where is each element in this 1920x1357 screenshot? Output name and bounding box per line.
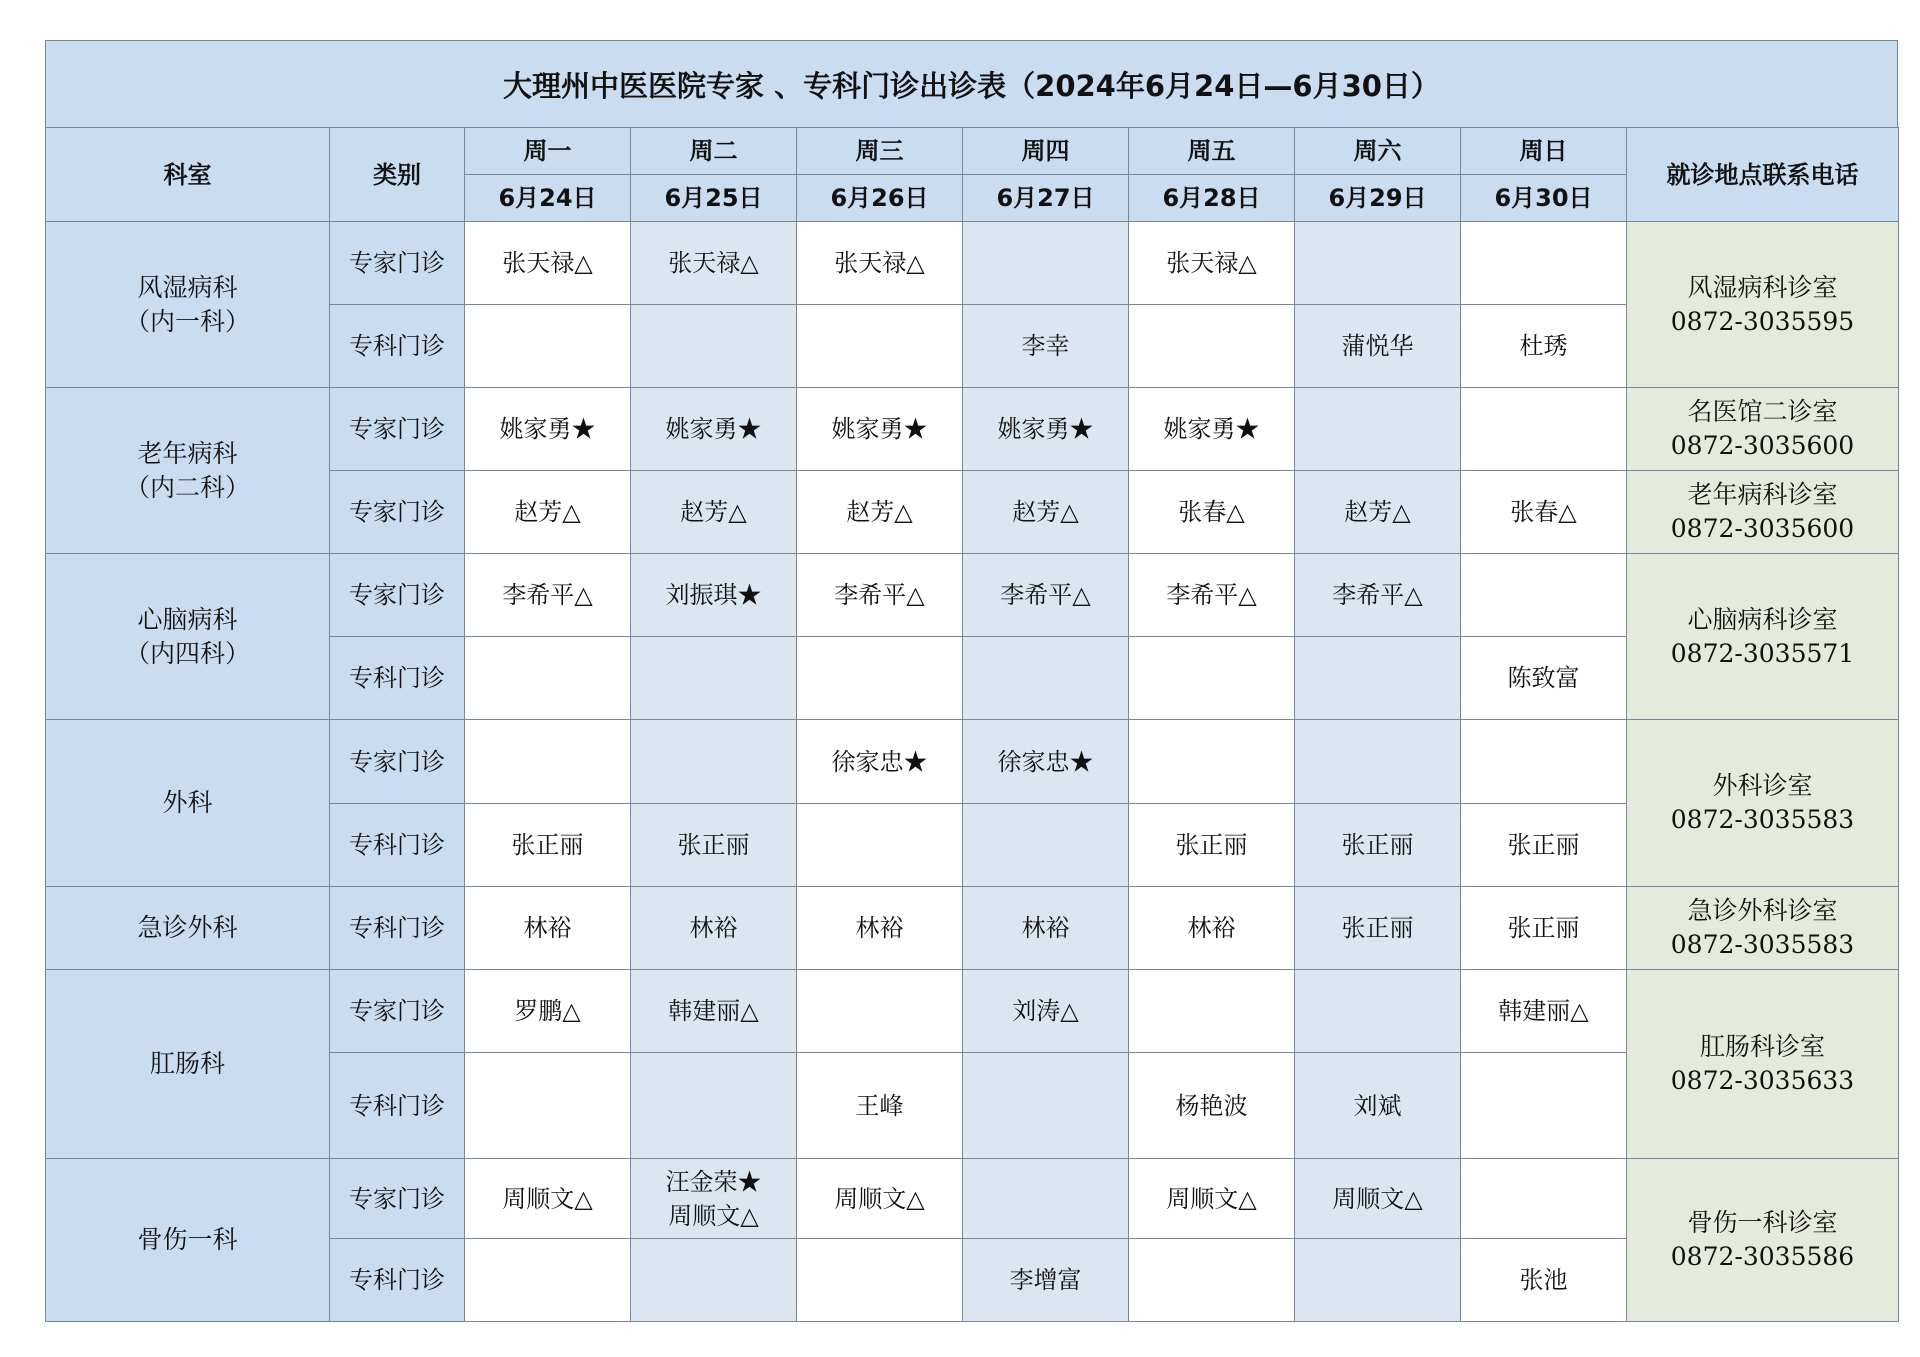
department-name: 肛肠科 (149, 1049, 225, 1078)
location-phone: 0872-3035595 (1670, 306, 1855, 336)
doctor-cell (963, 1159, 1129, 1239)
category-cell: 专科门诊 (330, 305, 465, 388)
doctor-name: 李增富 (1009, 1266, 1082, 1294)
doctor-name: 张天禄△ (502, 249, 593, 277)
doctor-name: 周顺文△ (834, 1184, 925, 1213)
schedule-sheet (45, 40, 1898, 1322)
department-name: （内二科） (124, 472, 250, 502)
doctor-name: 姚家勇★ (997, 415, 1094, 443)
doctor-name: 刘涛△ (1012, 997, 1079, 1025)
doctor-cell (465, 471, 631, 554)
doctor-name: 陈致富 (1507, 664, 1580, 692)
location-phone: 0872-3035583 (1670, 930, 1855, 959)
doctor-cell (797, 388, 963, 471)
location-cell (1627, 554, 1899, 720)
doctor-cell (1295, 1053, 1461, 1159)
doctor-cell (1129, 554, 1295, 637)
doctor-name: 张池 (1519, 1266, 1568, 1294)
doctor-cell (1295, 1159, 1461, 1239)
doctor-name: 李希平△ (1000, 581, 1091, 609)
doctor-cell (1461, 720, 1627, 804)
doctor-cell (1129, 720, 1295, 804)
doctor-cell (631, 1053, 797, 1159)
doctor-cell (963, 720, 1129, 804)
category-cell: 专科门诊 (330, 637, 465, 720)
doctor-cell (797, 720, 963, 804)
location-place: 心脑病科诊室 (1687, 604, 1838, 634)
doctor-cell (1461, 554, 1627, 637)
doctor-cell (465, 970, 631, 1053)
doctor-name: 赵芳△ (1344, 498, 1411, 526)
category-cell: 专家门诊 (330, 720, 465, 804)
doctor-name: 林裕 (1021, 914, 1070, 942)
doctor-cell (631, 222, 797, 305)
doctor-name: 张正丽 (1341, 914, 1414, 942)
category-cell: 专家门诊 (330, 222, 465, 305)
doctor-cell (963, 1239, 1129, 1322)
schedule-row (46, 222, 1899, 305)
location-phone: 0872-3035583 (1670, 805, 1855, 834)
doctor-cell (797, 554, 963, 637)
doctor-cell (1295, 970, 1461, 1053)
doctor-cell (631, 388, 797, 471)
doctor-cell (465, 720, 631, 804)
doctor-cell (1129, 1053, 1295, 1159)
doctor-name: 汪金荣★ (665, 1167, 762, 1196)
doctor-cell (797, 970, 963, 1053)
doctor-cell (1295, 1239, 1461, 1322)
doctor-cell (963, 222, 1129, 305)
doctor-cell (797, 471, 963, 554)
doctor-cell (1129, 637, 1295, 720)
department-name: 骨伤一科 (137, 1225, 238, 1254)
doctor-cell (1461, 471, 1627, 554)
table-title: 大理州中医医院专家 、专科门诊出诊表（2024年6月24日—6月30日） (45, 40, 1898, 127)
doctor-cell (797, 1239, 963, 1322)
header-category: 类别 (330, 128, 465, 222)
schedule-row (46, 970, 1899, 1053)
category-cell: 专家门诊 (330, 970, 465, 1053)
doctor-name: 赵芳△ (514, 498, 581, 526)
department-cell (46, 554, 330, 720)
doctor-name: 张正丽 (677, 831, 750, 859)
doctor-cell (1461, 1239, 1627, 1322)
department-name: （内一科） (124, 306, 250, 336)
doctor-cell (465, 804, 631, 887)
location-cell (1627, 720, 1899, 887)
location-cell (1627, 970, 1899, 1159)
doctor-cell (465, 637, 631, 720)
doctor-cell (797, 1159, 963, 1239)
doctor-cell (465, 1159, 631, 1239)
doctor-cell (797, 804, 963, 887)
doctor-cell (1295, 305, 1461, 388)
doctor-name: 徐家忠★ (831, 747, 928, 776)
location-place: 风湿病科诊室 (1687, 272, 1838, 302)
schedule-row (46, 720, 1899, 804)
doctor-cell (465, 554, 631, 637)
doctor-name: 张正丽 (1507, 914, 1580, 942)
location-place: 老年病科诊室 (1687, 480, 1838, 509)
doctor-name: 周顺文△ (502, 1184, 593, 1213)
header-weekday: 周四 (963, 128, 1129, 175)
department-cell (46, 887, 330, 970)
location-place: 外科诊室 (1712, 771, 1813, 800)
doctor-name: 张春△ (1510, 498, 1577, 526)
schedule-row (46, 887, 1899, 970)
location-cell (1627, 887, 1899, 970)
doctor-name: 林裕 (855, 914, 904, 942)
doctor-cell (1461, 305, 1627, 388)
doctor-cell (1129, 970, 1295, 1053)
doctor-cell (797, 887, 963, 970)
doctor-name: 周顺文△ (1166, 1184, 1257, 1213)
department-name: （内四科） (124, 638, 250, 668)
doctor-cell (1129, 1159, 1295, 1239)
doctor-cell (1461, 1159, 1627, 1239)
doctor-name: 周顺文△ (1332, 1184, 1423, 1213)
doctor-name: 张正丽 (511, 831, 584, 859)
category-cell: 专科门诊 (330, 804, 465, 887)
doctor-cell (963, 554, 1129, 637)
doctor-name: 姚家勇★ (1163, 415, 1260, 443)
location-phone: 0872-3035600 (1670, 431, 1855, 460)
doctor-cell (465, 305, 631, 388)
category-cell: 专家门诊 (330, 554, 465, 637)
department-name: 老年病科 (137, 438, 238, 468)
department-name: 心脑病科 (137, 604, 238, 634)
doctor-cell (1461, 887, 1627, 970)
header-weekday: 周二 (631, 128, 797, 175)
department-cell (46, 970, 330, 1159)
doctor-cell (963, 804, 1129, 887)
location-cell (1627, 471, 1899, 554)
header-weekday: 周五 (1129, 128, 1295, 175)
department-cell (46, 388, 330, 554)
location-place: 骨伤一科诊室 (1687, 1208, 1838, 1237)
doctor-name: 张天禄△ (668, 249, 759, 277)
doctor-name: 周顺文△ (668, 1201, 759, 1230)
doctor-cell (631, 1159, 797, 1239)
department-name: 外科 (162, 788, 213, 817)
doctor-name: 徐家忠★ (997, 747, 1094, 776)
location-phone: 0872-3035600 (1670, 514, 1855, 543)
doctor-cell (1295, 887, 1461, 970)
doctor-name: 张正丽 (1341, 831, 1414, 859)
doctor-name: 杜琇 (1519, 332, 1568, 360)
location-place: 名医馆二诊室 (1687, 397, 1838, 426)
doctor-cell (963, 305, 1129, 388)
department-name: 风湿病科 (137, 272, 238, 302)
department-cell (46, 1159, 330, 1322)
location-cell (1627, 222, 1899, 388)
doctor-name: 张天禄△ (1166, 249, 1257, 277)
category-cell: 专科门诊 (330, 1239, 465, 1322)
doctor-cell (1129, 222, 1295, 305)
doctor-cell (797, 1053, 963, 1159)
doctor-cell (1461, 804, 1627, 887)
doctor-name: 赵芳△ (846, 498, 913, 526)
doctor-name: 姚家勇★ (831, 415, 928, 443)
doctor-cell (963, 887, 1129, 970)
schedule-table (45, 127, 1899, 1322)
doctor-name: 张正丽 (1175, 831, 1248, 859)
doctor-name: 刘振琪★ (665, 581, 762, 609)
header-weekday: 周六 (1295, 128, 1461, 175)
doctor-cell (465, 1053, 631, 1159)
doctor-cell (1129, 471, 1295, 554)
schedule-row (46, 554, 1899, 637)
category-cell: 专家门诊 (330, 1159, 465, 1239)
doctor-name: 李希平△ (1166, 581, 1257, 609)
doctor-cell (465, 388, 631, 471)
location-phone: 0872-3035633 (1670, 1066, 1855, 1095)
doctor-name: 王峰 (855, 1091, 904, 1120)
doctor-cell (631, 637, 797, 720)
doctor-cell (963, 1053, 1129, 1159)
header-date: 6月28日 (1129, 175, 1295, 222)
header-weekday: 周三 (797, 128, 963, 175)
doctor-cell (1295, 222, 1461, 305)
location-cell (1627, 1159, 1899, 1322)
doctor-cell (1129, 887, 1295, 970)
department-name: 急诊外科 (137, 913, 238, 942)
doctor-cell (631, 471, 797, 554)
doctor-cell (1295, 388, 1461, 471)
doctor-cell (1129, 804, 1295, 887)
doctor-cell (797, 637, 963, 720)
doctor-name: 韩建丽△ (1498, 997, 1589, 1025)
doctor-cell (631, 1239, 797, 1322)
header-date: 6月26日 (797, 175, 963, 222)
doctor-cell (963, 637, 1129, 720)
doctor-cell (631, 887, 797, 970)
doctor-cell (1461, 222, 1627, 305)
doctor-cell (1461, 388, 1627, 471)
doctor-cell (631, 804, 797, 887)
doctor-cell (631, 554, 797, 637)
header-date: 6月27日 (963, 175, 1129, 222)
doctor-name: 李希平△ (1332, 581, 1423, 609)
doctor-name: 林裕 (1187, 914, 1236, 942)
header-date: 6月30日 (1461, 175, 1627, 222)
doctor-cell (797, 222, 963, 305)
location-place: 肛肠科诊室 (1699, 1032, 1825, 1061)
doctor-name: 赵芳△ (680, 498, 747, 526)
category-cell: 专科门诊 (330, 1053, 465, 1159)
doctor-cell (963, 471, 1129, 554)
doctor-name: 李幸 (1021, 332, 1070, 360)
doctor-cell (1295, 471, 1461, 554)
doctor-name: 赵芳△ (1012, 498, 1079, 526)
doctor-cell (1129, 305, 1295, 388)
doctor-cell (797, 305, 963, 388)
doctor-name: 张春△ (1178, 498, 1245, 526)
location-cell (1627, 388, 1899, 471)
location-phone: 0872-3035571 (1670, 638, 1855, 668)
schedule-row (46, 388, 1899, 471)
doctor-cell (1461, 970, 1627, 1053)
doctor-name: 蒲悦华 (1341, 332, 1414, 360)
header-date: 6月29日 (1295, 175, 1461, 222)
header-location: 就诊地点联系电话 (1627, 128, 1899, 222)
doctor-cell (1129, 1239, 1295, 1322)
doctor-cell (1461, 637, 1627, 720)
doctor-cell (1295, 720, 1461, 804)
category-cell: 专家门诊 (330, 388, 465, 471)
doctor-name: 李希平△ (502, 581, 593, 609)
location-phone: 0872-3035586 (1670, 1242, 1855, 1271)
category-cell: 专家门诊 (330, 471, 465, 554)
doctor-cell (1461, 1053, 1627, 1159)
header-dept: 科室 (46, 128, 330, 222)
doctor-name: 张天禄△ (834, 249, 925, 277)
doctor-cell (465, 222, 631, 305)
department-cell (46, 222, 330, 388)
doctor-cell (1295, 637, 1461, 720)
doctor-name: 林裕 (523, 914, 572, 942)
header-weekday: 周日 (1461, 128, 1627, 175)
header-weekday: 周一 (465, 128, 631, 175)
doctor-name: 姚家勇★ (499, 415, 596, 443)
doctor-name: 杨艳波 (1175, 1091, 1248, 1120)
location-place: 急诊外科诊室 (1687, 896, 1838, 925)
schedule-row (46, 1159, 1899, 1239)
doctor-cell (631, 720, 797, 804)
doctor-name: 李希平△ (834, 581, 925, 609)
doctor-cell (631, 305, 797, 388)
department-cell (46, 720, 330, 887)
doctor-cell (963, 388, 1129, 471)
doctor-cell (1295, 554, 1461, 637)
doctor-name: 刘斌 (1353, 1091, 1402, 1120)
doctor-name: 罗鹏△ (514, 997, 581, 1025)
doctor-cell (631, 970, 797, 1053)
doctor-cell (465, 887, 631, 970)
doctor-cell (963, 970, 1129, 1053)
doctor-cell (1129, 388, 1295, 471)
doctor-name: 韩建丽△ (668, 997, 759, 1025)
doctor-name: 张正丽 (1507, 831, 1580, 859)
doctor-name: 林裕 (689, 914, 738, 942)
header-date: 6月24日 (465, 175, 631, 222)
doctor-cell (1295, 804, 1461, 887)
doctor-cell (465, 1239, 631, 1322)
category-cell: 专科门诊 (330, 887, 465, 970)
doctor-name: 姚家勇★ (665, 415, 762, 443)
header-date: 6月25日 (631, 175, 797, 222)
